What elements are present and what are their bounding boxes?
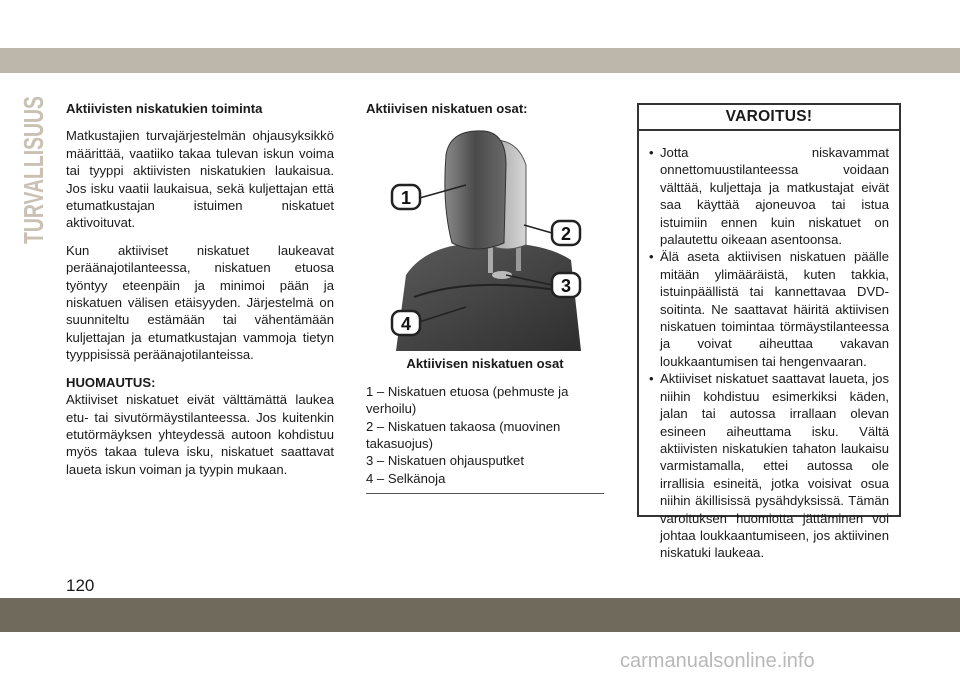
warning-item: • Älä aseta aktiivisen niskatuen päälle mitään ylimääräistä, kuten takkia, istuinpäällistä tai kannettavaa DVD-soitinta. Ne saattavat häiritä aktiivisen niskatuen toimintaa törmäystilanteessa ja voivat aiheuttaa vakavan loukkaantumisen tai hengenvaaran. — [649, 249, 889, 369]
headrest-front-pad — [445, 131, 506, 249]
bullet-glyph: • — [649, 145, 654, 160]
paragraph-1: Matkustajien turvajärjestelmän ohjausyksikkö määrittää, vaatiiko takaa tulevan iskun voima tai tyyppi aktiivisten niskatukien laukaisua. Jos isku vaatii laukaisua, sekä kuljettajan että etumatkustajan istuimen niskatuet aktivoituvat. — [66, 128, 334, 231]
legend-item: 4 – Selkänoja — [366, 470, 446, 486]
header-band — [0, 48, 960, 73]
svg-text:2: 2 — [560, 224, 572, 245]
page-number: 120 — [66, 576, 95, 595]
parts-legend — [366, 383, 604, 494]
paragraph-2: Kun aktiiviset niskatuet laukeavat peräänajotilanteessa, niskatuen etuosa työntyy eteenpäin ja minimoi pään ja niskatuen välisen etäisyyden. Järjestelmä on suunniteltu estämään tai vähentämään kuljettajan ja etumatkustajan vammoja tietyn tyyppisissä peräänajotilanteissa. — [66, 242, 334, 363]
legend-item: 3 – Niskatuen ohjausputket — [366, 453, 524, 469]
middle-column — [366, 100, 604, 494]
warning-item: • Aktiiviset niskatuet saattavat laueta, jos niihin kohdistuu esimerkiksi käden, jalan tai autossa irrallaan olevan esineen aiheuttama isku. Vältä aktiivisten niskatukien tahaton laukaisu varmistamalla, ettei autossa ole irrallisia esineitä, jotka voisivat osua niihin äkillisissä pysähdyksissä. Tämän varoituksen huomiotta jättäminen voi johtaa loukkaantumiseen, jos aktiivinen niskatuki laukeaa. — [649, 371, 889, 561]
bullet-glyph: • — [649, 249, 654, 265]
warning-box — [637, 103, 901, 561]
legend-item: 1 – Niskatuen etuosa (pehmuste ja verhoilu) — [366, 383, 569, 417]
callout-2 — [524, 221, 580, 245]
bullet-glyph: • — [649, 371, 654, 387]
headrest-illustration — [366, 125, 604, 351]
section-heading: Aktiivisten niskatukien toiminta — [66, 101, 263, 116]
svg-text:1: 1 — [400, 188, 412, 209]
note-text: Aktiiviset niskatuet eivät välttämättä laukea etu- tai sivutörmäystilanteessa. Jos kuitenkin etutörmäyksen yhteydessä autoon kohdistuu myös takaa tuleva isku, niskatuet saattavat laueta iskun voiman ja tyypin mukaan. — [66, 392, 334, 477]
note-heading: HUOMAUTUS: — [66, 374, 156, 390]
section-side-label-text: TURVALLISUUS — [18, 96, 49, 244]
section-side-label — [17, 96, 49, 246]
legend-item: 2 – Niskatuen takaosa (muovinen takasuojus) — [366, 418, 561, 452]
footer-band — [0, 598, 960, 632]
warning-title: VAROITUS! — [639, 105, 899, 131]
svg-text:3: 3 — [560, 276, 572, 297]
headrest-figure — [366, 125, 604, 351]
svg-text:4: 4 — [400, 314, 412, 335]
figure-caption: Aktiivisen niskatuen osat — [406, 356, 564, 372]
parts-heading: Aktiivisen niskatuen osat: — [366, 101, 528, 116]
warning-list — [639, 131, 899, 562]
watermark: carmanualsonline.info — [620, 650, 815, 672]
left-column — [66, 100, 334, 478]
warning-item: • Jotta niskavammat onnettomuustilanteessa voidaan välttää, kuljettaja ja matkustajat eivät saa käyttää ajoneuvoa tai istua istuimiin ennen kuin niskatuet on palautettu oikeaan asentoonsa. — [649, 145, 889, 248]
